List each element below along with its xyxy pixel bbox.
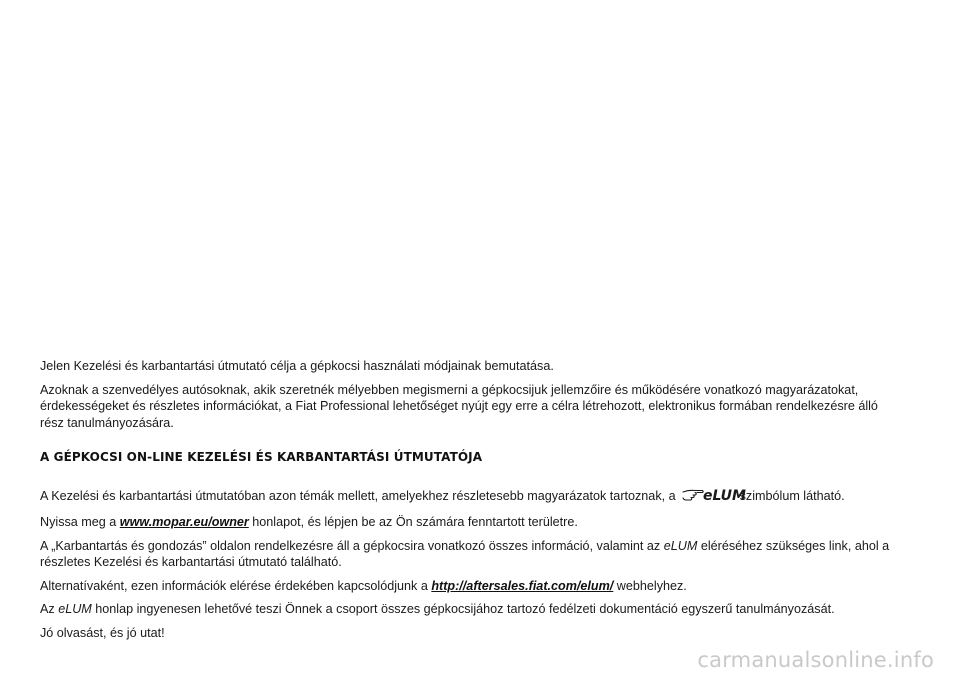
aftersales-link[interactable]: http://aftersales.fiat.com/elum/	[431, 578, 614, 593]
watermark: carmanualsonline.info	[697, 648, 934, 672]
document-body	[40, 358, 890, 648]
visit-text-after: honlapot, és lépjen be az Ön számára fenntartott területre.	[252, 515, 578, 529]
care-text-before: A „Karbantartás és gondozás” oldalon rendelkezésre áll a gépkocsira vonatkozó összes információ, valamint az	[40, 538, 661, 553]
portal-elum-term: eLUM	[58, 602, 92, 616]
symbol-text-before: A Kezelési és karbantartási útmutatóban azon témák mellett, amelyekhez részletesebb magyarázatok tartoznak, a	[40, 488, 676, 503]
alt-paragraph	[40, 578, 890, 595]
symbol-text-after: szimbólum látható.	[739, 488, 845, 503]
portal-text-before: Az	[40, 602, 55, 616]
alt-text-before: Alternatívaként, ezen információk elérése érdekében kapcsolódjunk a	[40, 578, 428, 593]
symbol-paragraph	[40, 485, 890, 508]
elum-hand-icon	[682, 485, 747, 508]
intro-paragraph: Jelen Kezelési és karbantartási útmutató célja a gépkocsi használati módjainak bemutatása.	[40, 359, 554, 373]
visit-text-before: Nyissa meg a	[40, 515, 117, 529]
care-elum-term: eLUM	[663, 538, 698, 553]
alt-text-after: webhelyhez.	[616, 578, 687, 593]
elum-logo-text: eLUM	[703, 487, 747, 504]
portal-text-after: honlap ingyenesen lehetővé teszi Önnek a csoport összes gépkocsijához tartozó fedélzeti dokumentáció egyszerű tanulmányozását.	[95, 602, 835, 616]
enthusiasts-paragraph: Azoknak a szenvedélyes autósoknak, akik szeretnék mélyebben megismerni a gépkocsijuk jellemzőire és működésére vonatkozó magyarázatokat, érdekességeket és részletes információkat, a Fiat Professional lehetőséget nyújt egy erre a célra létrehozott, elektronikus formában rendelkezésre álló rész tanulmányozására.	[40, 382, 878, 430]
visit-paragraph	[40, 514, 890, 531]
mopar-owner-link[interactable]: www.mopar.eu/owner	[119, 515, 249, 529]
care-paragraph	[40, 538, 890, 571]
care-text-after: eléréséhez szükséges link, ahol a részletes Kezelési és karbantartási útmutató található.	[40, 538, 890, 569]
closing-paragraph: Jó olvasást, és jó utat!	[40, 625, 165, 640]
portal-paragraph	[40, 601, 890, 618]
section-heading: A GÉPKOCSI ON-LINE KEZELÉSI ÉS KARBANTARTÁSI ÚTMUTATÓJA	[40, 450, 483, 464]
